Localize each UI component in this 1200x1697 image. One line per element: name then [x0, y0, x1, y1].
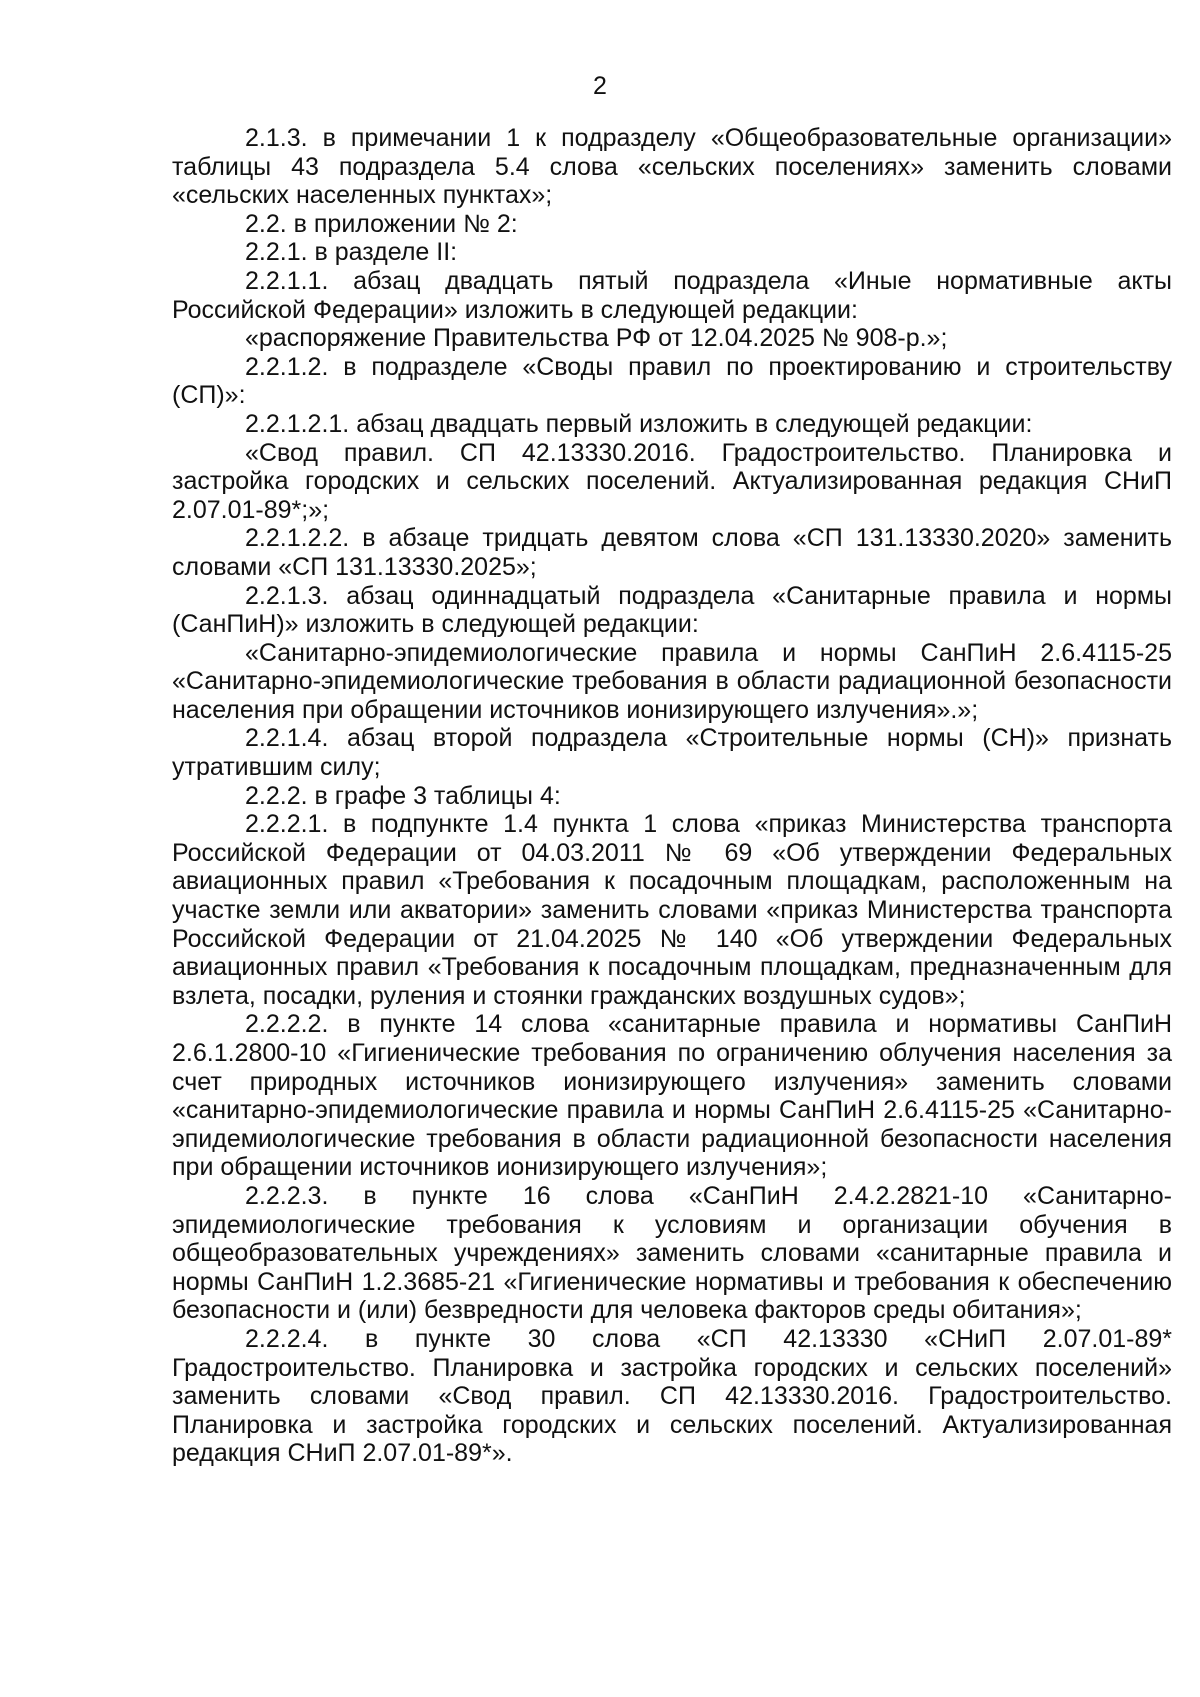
- paragraph-2-2-2-2: 2.2.2.2. в пункте 14 слова «санитарные правила и нормативы СанПиН 2.6.1.2800-10 «Гигиенические требования по ограничению облучения населения за счет природных источников ионизирующего излучения» заменить словами «санитарно-эпидемиологические правила и нормы СанПиН 2.6.4115-25 «Санитарно-эпидемиологические требования в области радиационной безопасности населения при обращении источников ионизирующего излучения»;: [172, 1010, 1172, 1182]
- paragraph-2-2-1-2-2: 2.2.1.2.2. в абзаце тридцать девятом слова «СП 131.13330.2020» заменить словами «СП 131.13330.2025»;: [172, 524, 1172, 581]
- paragraph-2-2: 2.2. в приложении № 2:: [245, 209, 518, 238]
- paragraph-2-2-2-4: 2.2.2.4. в пункте 30 слова «СП 42.13330 «СНиП 2.07.01-89* Градостроительство. Планировка и застройка городских и сельских поселений» заменить словами «Свод правил. СП 42.13330.2016. Градостроительство. Планировка и застройка городских и сельских поселений. Актуализированная редакция СНиП 2.07.01-89*».: [172, 1324, 1172, 1468]
- paragraph-quote-sanpin: «Санитарно-эпидемиологические правила и нормы СанПиН 2.6.4115-25 «Санитарно-эпидемиологические требования в области радиационной безопасности населения при обращении источников ионизирующего излучения».»;: [172, 638, 1172, 724]
- paragraph-2-2-1-3: 2.2.1.3. абзац одиннадцатый подраздела «Санитарные правила и нормы (СанПиН)» изложить в следующей редакции:: [172, 581, 1172, 639]
- paragraph-2-1-3: 2.1.3. в примечании 1 к подразделу «Общеобразовательные организации» таблицы 43 подраздела 5.4 слова «сельских поселениях» заменить словами «сельских населенных пунктах»;: [172, 124, 1172, 210]
- document-body: [172, 124, 1172, 1468]
- paragraph-2-2-1-2-1: 2.2.1.2.1. абзац двадцать первый изложить в следующей редакции:: [245, 409, 1033, 438]
- paragraph-2-2-1-1: 2.2.1.1. абзац двадцать пятый подраздела «Иные нормативные акты Российской Федерации» изложить в следующей редакции:: [172, 266, 1172, 324]
- paragraph-quote-rasporyazhenie: «распоряжение Правительства РФ от 12.04.2025 № 908-р.»;: [245, 324, 948, 353]
- paragraph-2-2-1: 2.2.1. в разделе II:: [245, 238, 458, 267]
- paragraph-2-2-2-3: 2.2.2.3. в пункте 16 слова «СанПиН 2.4.2.2821-10 «Санитарно-эпидемиологические требования к условиям и организации обучения в общеобразовательных учреждениях» заменить словами «санитарные правила и нормы СанПиН 1.2.3685-21 «Гигиенические нормативы и требования к обеспечению безопасности и (или) безвредности для человека факторов среды обитания»;: [172, 1181, 1172, 1325]
- paragraph-2-2-2-1: 2.2.2.1. в подпункте 1.4 пункта 1 слова «приказ Министерства транспорта Российской Федерации от 04.03.2011 № 69 «Об утверждении Федеральных авиационных правил «Требования к посадочным площадкам, расположенным на участке земли или акватории» заменить словами «приказ Министерства транспорта Российской Федерации от 21.04.2025 № 140 «Об утверждении Федеральных авиационных правил «Требования к посадочным площадкам, предназначенным для взлета, посадки, руления и стоянки гражданских воздушных судов»;: [172, 810, 1172, 1010]
- paragraph-2-2-1-2: 2.2.1.2. в подразделе «Своды правил по проектированию и строительству (СП)»:: [172, 352, 1172, 410]
- paragraph-quote-svod-pravil: «Свод правил. СП 42.13330.2016. Градостроительство. Планировка и застройка городских и сельских поселений. Актуализированная редакция СНиП 2.07.01-89*;»;: [172, 438, 1172, 524]
- paragraph-2-2-1-4: 2.2.1.4. абзац второй подраздела «Строительные нормы (СН)» признать утратившим силу;: [172, 724, 1172, 782]
- paragraph-2-2-2: 2.2.2. в графе 3 таблицы 4:: [245, 781, 561, 810]
- page-number: 2: [593, 72, 607, 100]
